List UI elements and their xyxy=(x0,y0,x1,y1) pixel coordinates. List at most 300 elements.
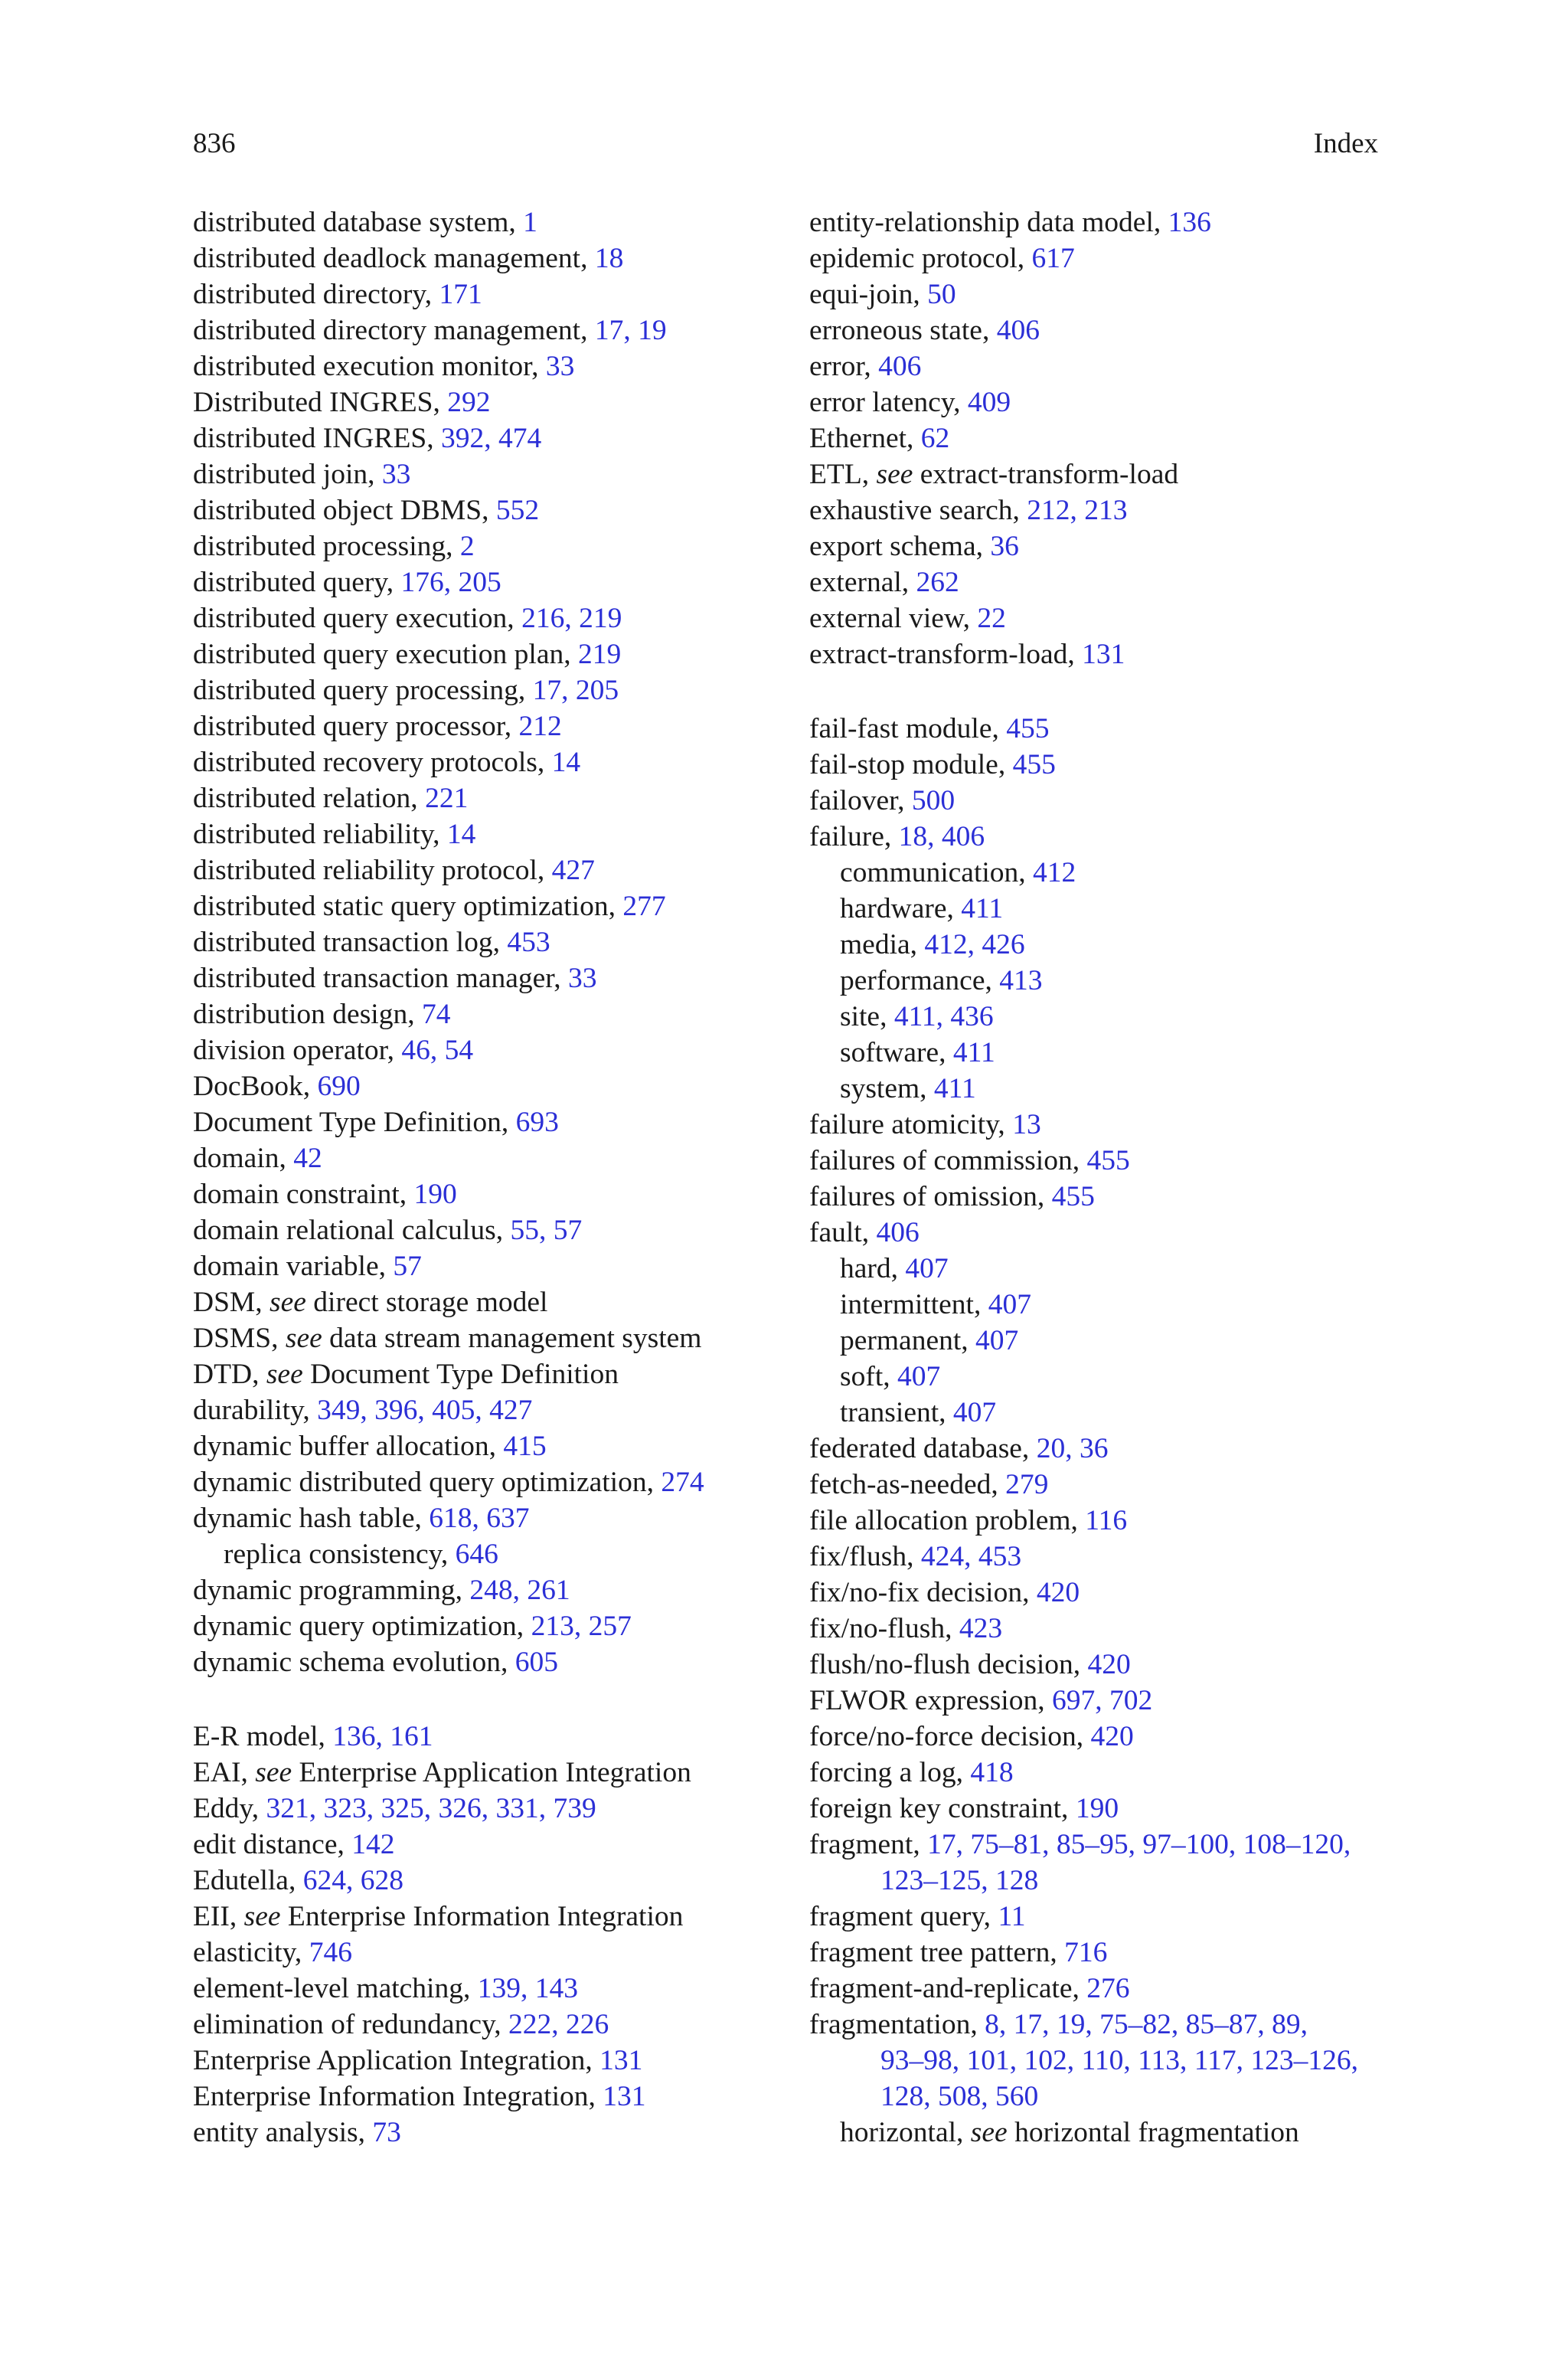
index-term: domain relational calculus, xyxy=(193,1215,511,1246)
index-term: distributed INGRES, xyxy=(193,423,441,454)
index-term: element-level matching, xyxy=(193,1973,478,2004)
index-entry xyxy=(193,1428,775,1464)
index-entry xyxy=(193,276,775,312)
index-entry xyxy=(809,348,1399,384)
index-subentry xyxy=(809,1071,1399,1107)
index-term: flush/no-flush decision, xyxy=(809,1649,1088,1680)
index-term: hard, xyxy=(840,1253,906,1284)
index-term: fix/no-flush, xyxy=(809,1613,959,1644)
index-term: fragment tree pattern, xyxy=(809,1937,1065,1968)
index-term: ETL, xyxy=(809,459,877,490)
index-subentry xyxy=(809,1251,1399,1287)
see-reference-label: see xyxy=(270,1287,306,1318)
index-term: export schema, xyxy=(809,531,991,562)
page-reference-link[interactable]: 455 xyxy=(1086,1145,1130,1176)
page-reference-link[interactable]: 693 xyxy=(515,1107,559,1138)
index-entry xyxy=(193,1971,775,2007)
index-subentry xyxy=(809,1287,1399,1323)
see-reference-label: see xyxy=(266,1359,303,1390)
index-term: distributed relation, xyxy=(193,783,426,814)
page-reference-link[interactable]: 93–98, 101, 102, 110, 113, 117, 123–126, xyxy=(880,2045,1358,2076)
page-reference-link[interactable]: 618, 637 xyxy=(429,1503,530,1534)
index-term: distributed query processor, xyxy=(193,711,519,742)
index-entry xyxy=(193,1899,775,1935)
index-entry xyxy=(809,204,1399,240)
page-reference-link[interactable]: 420 xyxy=(1090,1721,1134,1752)
page-reference-link[interactable]: 690 xyxy=(317,1071,361,1102)
index-term: equi-join, xyxy=(809,279,928,310)
index-term: transient, xyxy=(840,1397,953,1428)
index-term: fetch-as-needed, xyxy=(809,1469,1006,1500)
index-entry xyxy=(193,1572,775,1608)
page-reference-link[interactable]: 18, 406 xyxy=(898,821,985,852)
see-reference-target: direct storage model xyxy=(305,1287,548,1318)
page-reference-link[interactable]: 617 xyxy=(1031,243,1075,274)
see-reference-target: Document Type Definition xyxy=(302,1359,619,1390)
page-reference-link[interactable]: 18 xyxy=(594,243,624,274)
page-reference-link[interactable]: 142 xyxy=(351,1829,395,1860)
index-entry xyxy=(809,1755,1399,1791)
page-reference-link[interactable]: 190 xyxy=(413,1179,457,1210)
index-entry xyxy=(193,456,775,492)
index-term: fix/no-fix decision, xyxy=(809,1577,1037,1608)
page-reference-link[interactable]: 50 xyxy=(927,279,956,310)
page-reference-link[interactable]: 8, 17, 19, 75–82, 85–87, 89, xyxy=(985,2009,1308,2040)
page-reference-link[interactable]: 13 xyxy=(1012,1109,1041,1140)
page-reference-link[interactable]: 624, 628 xyxy=(302,1865,403,1896)
index-entry xyxy=(809,1935,1399,1971)
page-reference-link[interactable]: 392, 474 xyxy=(440,423,542,454)
page-reference-link[interactable]: 412 xyxy=(1033,857,1076,888)
index-entry xyxy=(809,1575,1399,1611)
page-reference-link[interactable]: 17, 205 xyxy=(532,675,619,706)
index-term: federated database, xyxy=(809,1433,1037,1464)
page-reference-link[interactable]: 420 xyxy=(1087,1649,1131,1680)
page-reference-link[interactable]: 14 xyxy=(446,819,476,850)
page-reference-link[interactable]: 411 xyxy=(961,893,1004,924)
index-term: erroneous state, xyxy=(809,315,997,346)
index-entry xyxy=(193,204,775,240)
index-subentry xyxy=(809,855,1399,891)
index-entry xyxy=(809,384,1399,420)
index-entry xyxy=(809,420,1399,456)
section-title: Index xyxy=(1313,128,1378,159)
index-entry xyxy=(809,1791,1399,1827)
page-reference-link[interactable]: 407 xyxy=(905,1253,949,1284)
index-entry xyxy=(193,1500,775,1536)
index-entry xyxy=(193,1719,775,1755)
index-term: DTD, xyxy=(193,1359,266,1390)
page-reference-link[interactable]: 46, 54 xyxy=(401,1035,474,1066)
index-term: communication, xyxy=(840,857,1034,888)
index-entry xyxy=(193,996,775,1032)
page-reference-link[interactable]: 418 xyxy=(970,1757,1014,1788)
index-term: site, xyxy=(840,1001,894,1032)
index-entry xyxy=(809,1431,1399,1467)
index-entry xyxy=(809,783,1399,819)
index-entry xyxy=(809,1143,1399,1179)
page-reference-link[interactable]: 406 xyxy=(876,1217,920,1248)
page-reference-link[interactable]: 139, 143 xyxy=(477,1973,578,2004)
index-entry xyxy=(193,600,775,636)
index-term: distributed recovery protocols, xyxy=(193,747,552,778)
index-term: entity analysis, xyxy=(193,2117,373,2148)
index-term: file allocation problem, xyxy=(809,1505,1086,1536)
page-reference-link[interactable]: 746 xyxy=(309,1937,352,1968)
page-reference-link[interactable]: 292 xyxy=(447,387,491,418)
index-column-left xyxy=(193,204,775,2151)
page-reference-link[interactable]: 22 xyxy=(977,603,1006,634)
index-term: FLWOR expression, xyxy=(809,1685,1052,1716)
index-entry xyxy=(193,1176,775,1212)
index-term: failures of commission, xyxy=(809,1145,1087,1176)
index-term: distributed static query optimization, xyxy=(193,891,623,922)
page-reference-link[interactable]: 321, 323, 325, 326, 331, 739 xyxy=(266,1793,596,1824)
page-reference-link[interactable]: 190 xyxy=(1075,1793,1119,1824)
page-reference-link[interactable]: 406 xyxy=(878,351,922,382)
page-reference-link[interactable]: 219 xyxy=(578,639,622,670)
page-reference-link[interactable]: 62 xyxy=(920,423,950,454)
see-reference-label: see xyxy=(243,1901,281,1932)
page-reference-link[interactable]: 406 xyxy=(996,315,1040,346)
index-entry xyxy=(809,819,1399,855)
index-subentry xyxy=(809,1359,1399,1395)
index-term: permanent, xyxy=(840,1325,976,1356)
index-entry xyxy=(193,744,775,780)
index-entry xyxy=(193,1140,775,1176)
index-entry xyxy=(193,420,775,456)
page-reference-link[interactable]: 407 xyxy=(952,1397,997,1428)
index-term: forcing a log, xyxy=(809,1757,971,1788)
index-term: distributed query execution plan, xyxy=(193,639,578,670)
page-reference-link[interactable]: 455 xyxy=(1051,1181,1095,1212)
page-reference-link[interactable]: 453 xyxy=(507,927,550,958)
index-entry xyxy=(809,747,1399,783)
page-reference-link[interactable]: 128, 508, 560 xyxy=(880,2081,1039,2112)
index-entry-continuation xyxy=(809,2043,1399,2079)
page-reference-link[interactable]: 212 xyxy=(518,711,562,742)
index-entry xyxy=(193,888,775,924)
index-term: durability, xyxy=(193,1395,318,1426)
index-term: distributed query processing, xyxy=(193,675,533,706)
index-term: replica consistency, xyxy=(224,1539,456,1570)
index-entry xyxy=(809,276,1399,312)
page-reference-link[interactable]: 413 xyxy=(999,965,1043,996)
index-term: external, xyxy=(809,567,916,598)
page-reference-link[interactable]: 20, 36 xyxy=(1036,1433,1109,1464)
page-reference-link[interactable]: 55, 57 xyxy=(510,1215,583,1246)
index-term: distributed object DBMS, xyxy=(193,495,496,526)
index-entry xyxy=(193,528,775,564)
index-entry xyxy=(809,456,1399,492)
index-entry xyxy=(193,636,775,672)
page-reference-link[interactable]: 171 xyxy=(439,279,482,310)
page-reference-link[interactable]: 277 xyxy=(622,891,666,922)
index-subentry xyxy=(193,1536,775,1572)
index-term: E-R model, xyxy=(193,1721,333,1752)
page-reference-link[interactable]: 409 xyxy=(967,387,1011,418)
see-reference-label: see xyxy=(285,1323,322,1354)
page-reference-link[interactable]: 500 xyxy=(911,785,956,816)
index-entry xyxy=(809,1719,1399,1755)
index-entry xyxy=(809,1611,1399,1647)
page-reference-link[interactable]: 131 xyxy=(599,2045,643,2076)
page-reference-link[interactable]: 176, 205 xyxy=(400,567,501,598)
index-entry xyxy=(809,1215,1399,1251)
page-reference-link[interactable]: 17, 19 xyxy=(594,315,667,346)
index-term: software, xyxy=(840,1037,953,1068)
page-reference-link[interactable]: 424, 453 xyxy=(920,1541,1022,1572)
page-reference-link[interactable]: 131 xyxy=(603,2081,646,2112)
index-entry xyxy=(193,1644,775,1680)
see-reference-target: horizontal fragmentation xyxy=(1007,2117,1299,2148)
page-reference-link[interactable]: 248, 261 xyxy=(469,1575,570,1606)
index-term: distributed processing, xyxy=(193,531,460,562)
page-reference-link[interactable]: 552 xyxy=(495,495,540,526)
page-number: 836 xyxy=(193,128,236,159)
index-term: exhaustive search, xyxy=(809,495,1027,526)
index-entry xyxy=(809,528,1399,564)
index-entry xyxy=(193,348,775,384)
index-entry xyxy=(809,1467,1399,1503)
index-term: foreign key constraint, xyxy=(809,1793,1076,1824)
page-reference-link[interactable]: 412, 426 xyxy=(924,929,1025,960)
page-reference-link[interactable]: 33 xyxy=(568,963,597,994)
page-reference-link[interactable]: 349, 396, 405, 427 xyxy=(317,1395,533,1426)
see-reference-target: Enterprise Information Integration xyxy=(280,1901,684,1932)
index-term: EAI, xyxy=(193,1757,256,1788)
index-entry xyxy=(809,492,1399,528)
page-reference-link[interactable]: 36 xyxy=(990,531,1019,562)
page-reference-link[interactable]: 17, 75–81, 85–95, 97–100, 108–120, xyxy=(927,1829,1351,1860)
index-term: fragment query, xyxy=(809,1901,998,1932)
index-term: Enterprise Application Integration, xyxy=(193,2045,600,2076)
page-reference-link[interactable]: 57 xyxy=(393,1251,422,1282)
index-entry xyxy=(193,924,775,960)
index-entry xyxy=(809,1683,1399,1719)
index-subentry xyxy=(809,1035,1399,1071)
page-reference-link[interactable]: 136, 161 xyxy=(332,1721,433,1752)
index-term: failures of omission, xyxy=(809,1181,1052,1212)
page-reference-link[interactable]: 74 xyxy=(421,999,451,1030)
page-reference-link[interactable]: 116 xyxy=(1085,1505,1128,1536)
page-reference-link[interactable]: 73 xyxy=(372,2117,401,2148)
index-entry xyxy=(809,1899,1399,1935)
index-term: distributed transaction manager, xyxy=(193,963,569,994)
index-subentry xyxy=(809,963,1399,999)
index-term: fail-fast module, xyxy=(809,713,1007,744)
index-term: intermittent, xyxy=(840,1289,988,1320)
index-term: distributed reliability protocol, xyxy=(193,855,552,886)
page-reference-link[interactable]: 262 xyxy=(916,567,959,598)
page-reference-link[interactable]: 276 xyxy=(1086,1973,1130,2004)
index-term: performance, xyxy=(840,965,1000,996)
index-term: division operator, xyxy=(193,1035,402,1066)
index-term: DSMS, xyxy=(193,1323,286,1354)
index-term: EII, xyxy=(193,1901,244,1932)
see-reference-target: data stream management system xyxy=(322,1323,702,1354)
index-subentry xyxy=(809,927,1399,963)
index-entry xyxy=(193,384,775,420)
index-entry xyxy=(193,240,775,276)
page-reference-link[interactable]: 411, 436 xyxy=(893,1001,994,1032)
index-term: extract-transform-load, xyxy=(809,639,1083,670)
page-reference-link[interactable]: 274 xyxy=(661,1467,704,1498)
index-term: error, xyxy=(809,351,879,382)
index-term: distributed directory, xyxy=(193,279,439,310)
index-entry xyxy=(809,1827,1399,1863)
page-reference-link[interactable]: 216, 219 xyxy=(521,603,622,634)
index-term: hardware, xyxy=(840,893,962,924)
see-reference-label: see xyxy=(876,459,913,490)
page-reference-link[interactable]: 2 xyxy=(459,531,475,562)
index-term: failover, xyxy=(809,785,912,816)
page-reference-link[interactable]: 42 xyxy=(293,1143,322,1174)
index-entry xyxy=(193,1104,775,1140)
index-entry xyxy=(809,1107,1399,1143)
index-entry xyxy=(809,2007,1399,2043)
page-reference-link[interactable]: 279 xyxy=(1005,1469,1049,1500)
index-entry xyxy=(193,1320,775,1356)
page-reference-link[interactable]: 221 xyxy=(425,783,469,814)
index-entry-continuation xyxy=(809,1863,1399,1899)
index-term: fix/flush, xyxy=(809,1541,921,1572)
index-term: dynamic hash table, xyxy=(193,1503,430,1534)
index-term: distributed reliability, xyxy=(193,819,447,850)
page-reference-link[interactable]: 455 xyxy=(1012,749,1056,780)
index-entry xyxy=(193,816,775,852)
index-subentry xyxy=(809,1395,1399,1431)
page-reference-link[interactable]: 411 xyxy=(952,1037,995,1068)
see-reference-target: extract-transform-load xyxy=(913,459,1179,490)
page-reference-link[interactable]: 646 xyxy=(455,1539,498,1570)
index-term: distributed join, xyxy=(193,459,382,490)
index-subentry xyxy=(809,1323,1399,1359)
index-entry xyxy=(193,780,775,816)
page-reference-link[interactable]: 423 xyxy=(959,1613,1003,1644)
page-reference-link[interactable]: 407 xyxy=(975,1325,1019,1356)
index-term: distributed database system, xyxy=(193,207,524,238)
index-entry xyxy=(193,2007,775,2043)
page-reference-link[interactable]: 407 xyxy=(988,1289,1031,1320)
page-reference-link[interactable]: 213, 257 xyxy=(531,1611,632,1642)
index-entry xyxy=(193,708,775,744)
index-entry xyxy=(193,2115,775,2151)
page-reference-link[interactable]: 407 xyxy=(897,1361,941,1392)
index-entry xyxy=(193,1032,775,1068)
index-term: elasticity, xyxy=(193,1937,309,1968)
letter-group-gap xyxy=(809,672,1399,711)
index-term: distributed query execution, xyxy=(193,603,522,634)
index-entry xyxy=(809,1179,1399,1215)
index-term: domain, xyxy=(193,1143,294,1174)
index-term: fail-stop module, xyxy=(809,749,1013,780)
index-term: distributed directory management, xyxy=(193,315,595,346)
page-reference-link[interactable]: 605 xyxy=(514,1647,558,1678)
index-entry xyxy=(809,1539,1399,1575)
page-reference-link[interactable]: 136 xyxy=(1168,207,1211,238)
index-term: domain constraint, xyxy=(193,1179,414,1210)
index-entry xyxy=(193,1863,775,1899)
page-reference-link[interactable]: 427 xyxy=(551,855,595,886)
page-reference-link[interactable]: 33 xyxy=(545,351,575,382)
index-term: domain variable, xyxy=(193,1251,394,1282)
letter-group-gap xyxy=(193,1680,775,1719)
index-term: DocBook, xyxy=(193,1071,318,1102)
index-term: failure atomicity, xyxy=(809,1109,1013,1140)
index-term: distribution design, xyxy=(193,999,422,1030)
index-subentry xyxy=(809,891,1399,927)
index-term: failure, xyxy=(809,821,899,852)
index-entry xyxy=(193,960,775,996)
index-term: dynamic buffer allocation, xyxy=(193,1431,504,1462)
page-reference-link[interactable]: 455 xyxy=(1006,713,1050,744)
see-reference-label: see xyxy=(255,1757,292,1788)
page-reference-link[interactable]: 131 xyxy=(1082,639,1125,670)
page-reference-link[interactable]: 697, 702 xyxy=(1051,1685,1153,1716)
index-term: elimination of redundancy, xyxy=(193,2009,509,2040)
index-entry xyxy=(193,1248,775,1284)
index-term: force/no-force decision, xyxy=(809,1721,1091,1752)
index-entry xyxy=(193,1464,775,1500)
page-reference-link[interactable]: 415 xyxy=(503,1431,547,1462)
index-column-right xyxy=(809,204,1399,2151)
page-reference-link[interactable]: 420 xyxy=(1036,1577,1080,1608)
index-term: external view, xyxy=(809,603,978,634)
index-term: fragment-and-replicate, xyxy=(809,1973,1087,2004)
index-term: soft, xyxy=(840,1361,897,1392)
index-term: distributed query, xyxy=(193,567,401,598)
index-entry xyxy=(809,564,1399,600)
index-term: dynamic distributed query optimization, xyxy=(193,1467,662,1498)
index-entry-continuation xyxy=(809,2079,1399,2115)
index-entry xyxy=(193,2043,775,2079)
page-reference-link[interactable]: 212, 213 xyxy=(1027,495,1128,526)
index-entry xyxy=(193,312,775,348)
index-term: distributed deadlock management, xyxy=(193,243,595,274)
page-reference-link[interactable]: 411 xyxy=(933,1073,976,1104)
page-reference-link[interactable]: 11 xyxy=(998,1901,1026,1932)
page-reference-link[interactable]: 33 xyxy=(381,459,411,490)
index-subentry xyxy=(809,999,1399,1035)
index-term: fault, xyxy=(809,1217,877,1248)
index-entry xyxy=(809,1971,1399,2007)
index-term: error latency, xyxy=(809,387,968,418)
index-term: media, xyxy=(840,929,925,960)
index-term: system, xyxy=(840,1073,934,1104)
index-entry xyxy=(809,240,1399,276)
index-term: entity-relationship data model, xyxy=(809,207,1168,238)
index-term: edit distance, xyxy=(193,1829,352,1860)
index-entry xyxy=(193,1284,775,1320)
index-entry xyxy=(193,1392,775,1428)
index-entry xyxy=(193,672,775,708)
index-term: Edutella, xyxy=(193,1865,303,1896)
page-reference-link[interactable]: 222, 226 xyxy=(508,2009,609,2040)
index-entry xyxy=(193,2079,775,2115)
index-term: fragmentation, xyxy=(809,2009,985,2040)
index-entry xyxy=(809,600,1399,636)
index-term: Document Type Definition, xyxy=(193,1107,516,1138)
index-term: dynamic programming, xyxy=(193,1575,470,1606)
page-reference-link[interactable]: 1 xyxy=(523,207,537,238)
index-term: Enterprise Information Integration, xyxy=(193,2081,603,2112)
index-entry xyxy=(193,1068,775,1104)
page-reference-link[interactable]: 716 xyxy=(1064,1937,1108,1968)
page-reference-link[interactable]: 14 xyxy=(551,747,581,778)
index-entry xyxy=(193,1791,775,1827)
page-reference-link[interactable]: 123–125, 128 xyxy=(880,1865,1039,1896)
